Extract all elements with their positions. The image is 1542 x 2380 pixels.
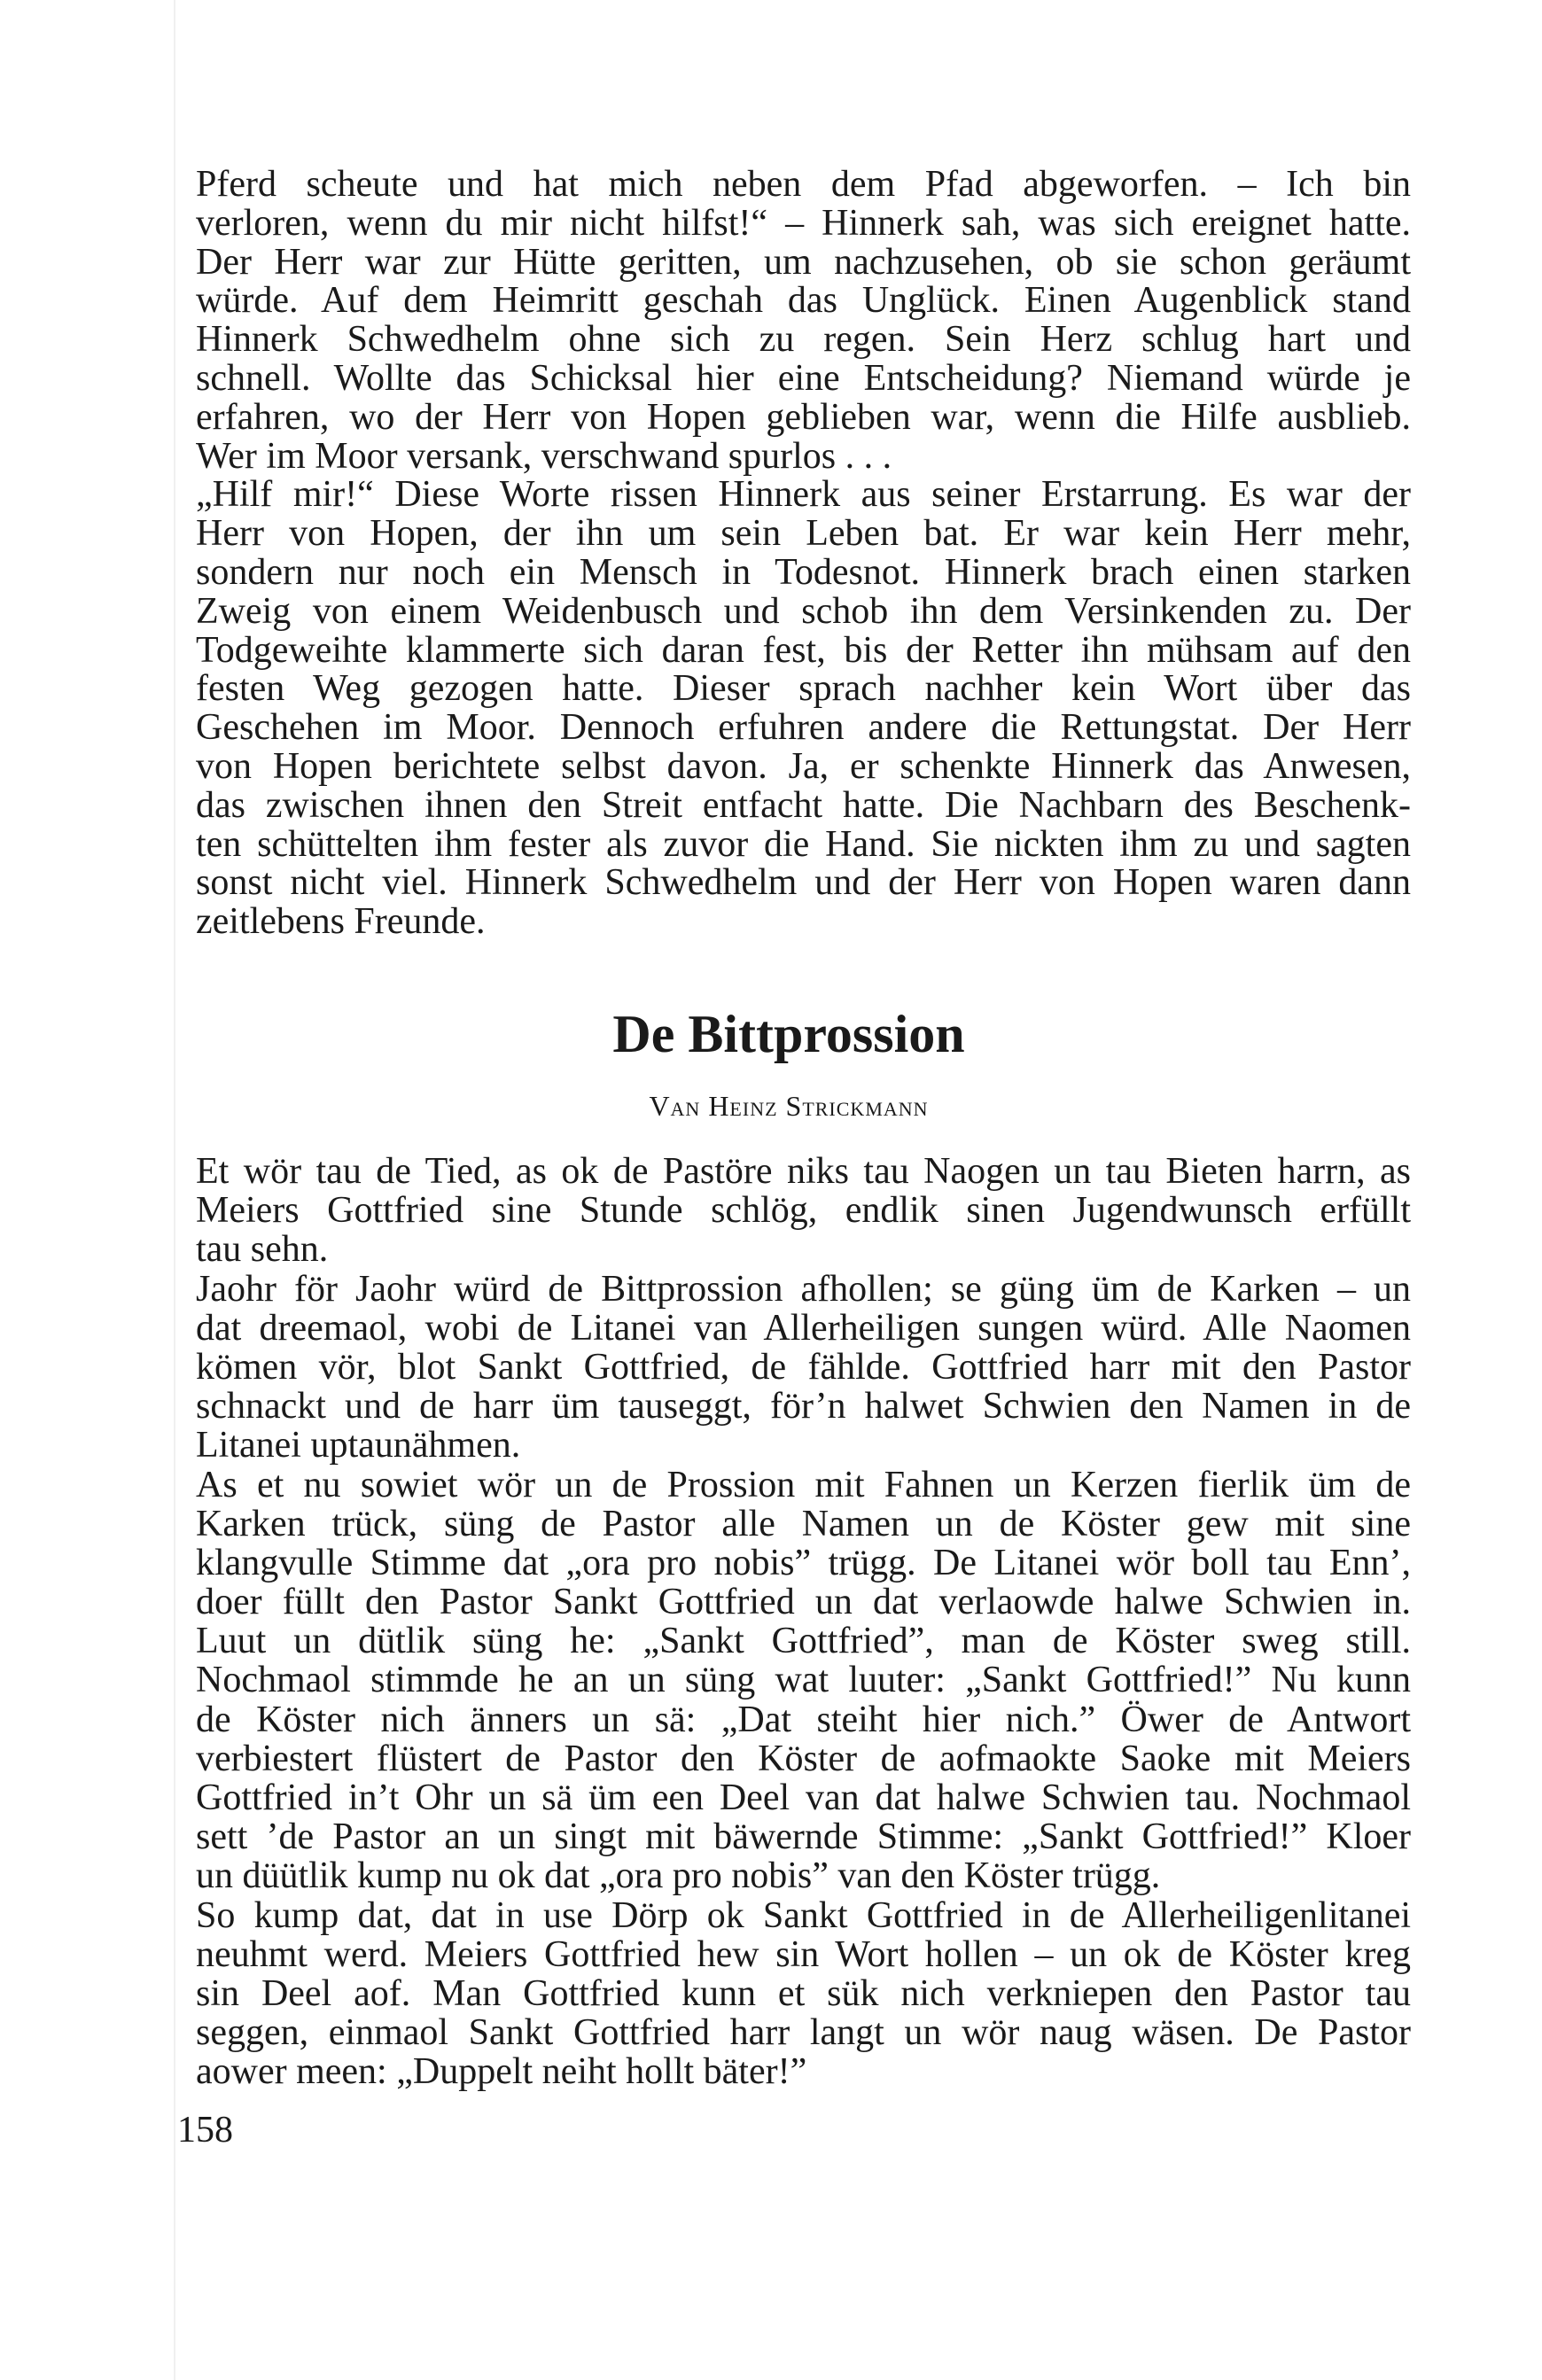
text-line: Meiers Gottfried sine Stunde schlög, endlik sinen Jugendwunsch erfüllt (196, 1190, 1411, 1232)
text-line: aower meen: „Duppelt neiht hollt bäter!” (196, 2051, 807, 2093)
text-line: doer füllt den Pastor Sankt Gottfried un dat verlaowde halwe Schwien in. (196, 1582, 1411, 1623)
text-line: sett ’de Pastor an un singt mit bäwernde Stimme: „Sankt Gottfried!” Kloer (196, 1816, 1411, 1858)
text-line: zeitlebens Freunde. (196, 901, 486, 943)
text-line: verbiestert flüstert de Pastor den Köster de aofmaokte Saoke mit Meiers (196, 1738, 1411, 1779)
text-line: Hinnerk Schwedhelm ohne sich zu regen. Sein Herz schlug hart und (196, 319, 1411, 361)
text-line: Litanei uptaunähmen. (196, 1425, 521, 1466)
story-byline: Van Heinz Strickmann (649, 1090, 929, 1122)
text-line: Wer im Moor versank, verschwand spurlos . . . (196, 435, 892, 477)
text-line: „Hilf mir!“ Diese Worte rissen Hinnerk aus seiner Erstarrung. Es war der (196, 474, 1411, 516)
text-line: Jaohr för Jaohr würd de Bittprossion afhollen; se güng üm de Karken – un (196, 1268, 1411, 1310)
text-line: ten schüttelten ihm fester als zuvor die Hand. Sie nickten ihm zu und sagten (196, 823, 1411, 865)
text-line: verloren, wenn du mir nicht hilfst!“ – Hinnerk sah, was sich ereignet hatte. (196, 202, 1411, 244)
text-line: As et nu sowiet wör un de Prossion mit Fahnen un Kerzen fierlik üm de (196, 1464, 1411, 1505)
text-line: von Hopen berichtete selbst davon. Ja, er schenkte Hinnerk das Anwesen, (196, 745, 1411, 787)
text-line: sondern nur noch ein Mensch in Todesnot. Hinnerk brach einen starken (196, 551, 1411, 593)
text-line: erfahren, wo der Herr von Hopen geblieben war, wenn die Hilfe ausblieb. (196, 396, 1411, 438)
story-title: De Bittprossion (612, 1005, 965, 1063)
story-continuation-text (196, 166, 1411, 942)
text-line: Todgeweihte klammerte sich daran fest, bis der Retter ihn mühsam auf den (196, 629, 1411, 671)
text-line: Pferd scheute und hat mich neben dem Pfad abgeworfen. – Ich bin (196, 164, 1411, 205)
story-text (196, 1152, 1411, 2092)
text-line: Nochmaol stimmde he an un süng wat luuter: „Sankt Gottfried!” Nu kunn (196, 1660, 1411, 1701)
page-gutter-shadow (174, 0, 175, 2380)
text-line: de Köster nich änners un sä: „Dat steiht hier nich.” Öwer de Antwort (196, 1699, 1411, 1740)
text-line: schnackt und de harr üm tauseggt, för’n halwet Schwien den Namen in de (196, 1386, 1411, 1427)
page-number: 158 (177, 2110, 233, 2151)
text-line: Gottfried in’t Ohr un sä üm een Deel van dat halwe Schwien tau. Nochmaol (196, 1777, 1411, 1818)
text-line: Luut un dütlik süng he: „Sankt Gottfried”, man de Köster sweg still. (196, 1621, 1411, 1662)
text-line: kömen vör, blot Sankt Gottfried, de fählde. Gottfried harr mit den Pastor (196, 1346, 1411, 1388)
text-line: So kump dat, dat in use Dörp ok Sankt Gottfried in de Allerheiligenlitanei (196, 1894, 1411, 1936)
text-line: un düütlik kump nu ok dat „ora pro nobis” van den Köster trügg. (196, 1855, 1161, 1897)
text-line: Herr von Hopen, der ihn um sein Leben bat. Er war kein Herr mehr, (196, 513, 1411, 555)
text-line: festen Weg gezogen hatte. Dieser sprach nachher kein Wort über das (196, 668, 1411, 710)
text-line: neuhmt werd. Meiers Gottfried hew sin Wort hollen – un ok de Köster kreg (196, 1933, 1411, 1975)
text-line: würde. Auf dem Heimritt geschah das Unglück. Einen Augenblick stand (196, 280, 1411, 322)
text-line: Geschehen im Moor. Dennoch erfuhren andere die Rettungstat. Der Herr (196, 707, 1411, 749)
text-line: Der Herr war zur Hütte geritten, um nachzusehen, ob sie schon geräumt (196, 241, 1411, 283)
text-line: dat dreemaol, wobi de Litanei van Allerheiligen sungen würd. Alle Naomen (196, 1307, 1411, 1349)
text-line: Karken trück, süng de Pastor alle Namen un de Köster gew mit sine (196, 1503, 1411, 1544)
text-line: das zwischen ihnen den Streit entfacht hatte. Die Nachbarn des Beschenk- (196, 784, 1411, 826)
text-line: sin Deel aof. Man Gottfried kunn et sük nich verkniepen den Pastor tau (196, 1972, 1411, 2014)
text-line: schnell. Wollte das Schicksal hier eine Entscheidung? Niemand würde je (196, 357, 1411, 399)
text-line: tau sehn. (196, 1229, 329, 1271)
text-line: Zweig von einem Weidenbusch und schob ihn dem Versinkenden zu. Der (196, 590, 1411, 632)
text-line: Et wör tau de Tied, as ok de Pastöre niks tau Naogen un tau Bieten harrn, as (196, 1151, 1411, 1192)
text-line: klangvulle Stimme dat „ora pro nobis” trügg. De Litanei wör boll tau Enn’, (196, 1542, 1411, 1583)
text-line: seggen, einmaol Sankt Gottfried harr langt un wör naug wäsen. De Pastor (196, 2012, 1411, 2054)
text-line: sonst nicht viel. Hinnerk Schwedhelm und der Herr von Hopen waren dann (196, 862, 1411, 904)
